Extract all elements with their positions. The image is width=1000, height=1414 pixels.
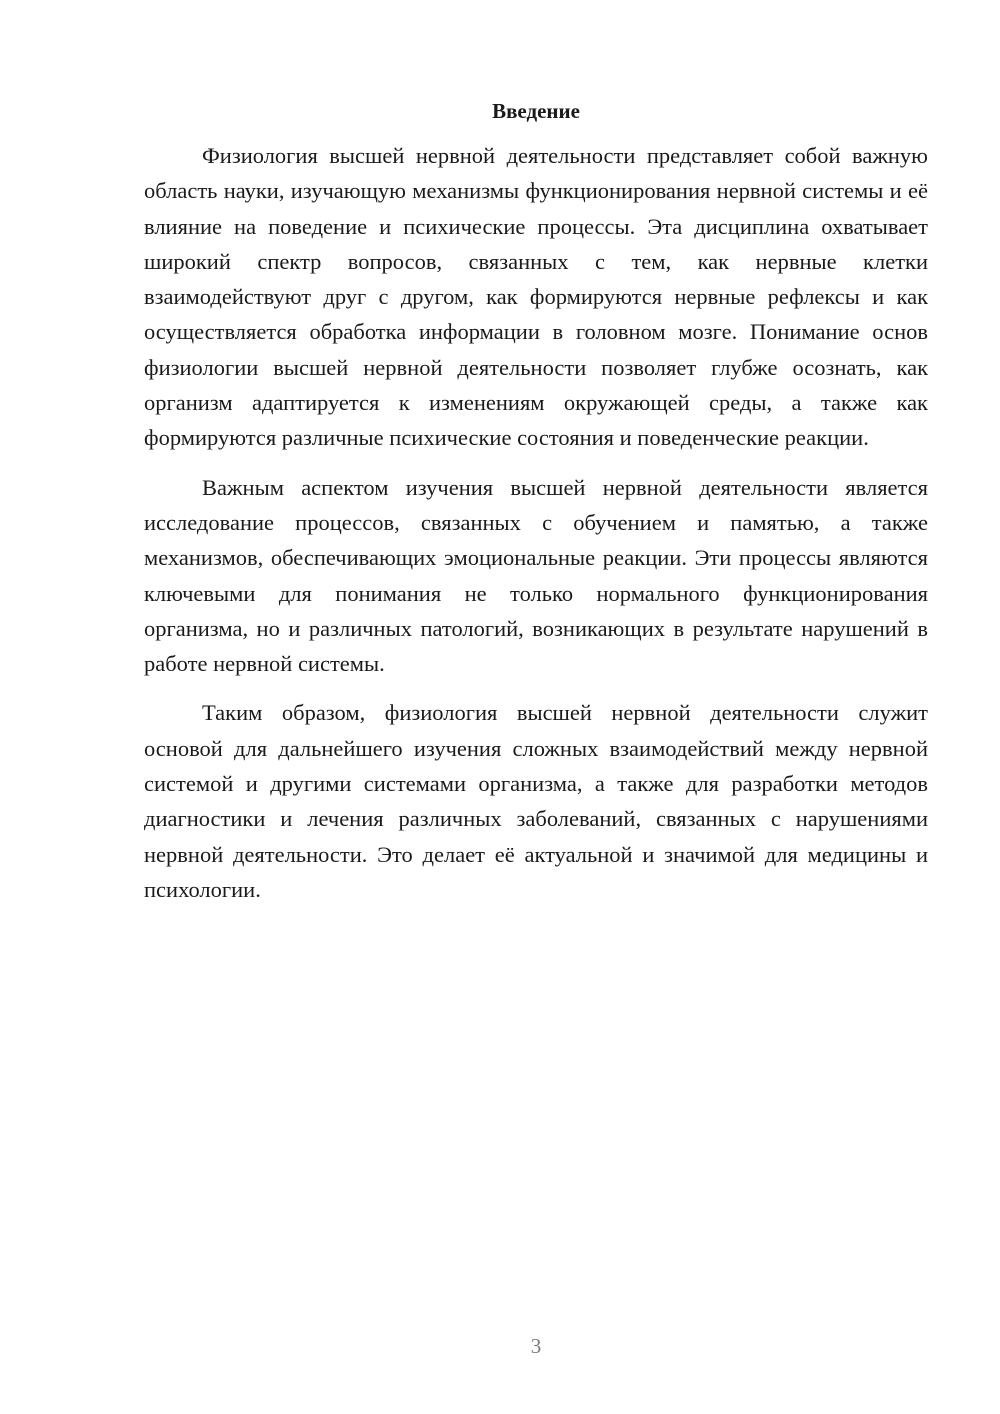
- page-number: 3: [530, 1334, 542, 1358]
- paragraph-2: Важным аспектом изучения высшей нервной деятельности является исследование процессов, связанных с обучением и памятью, а также механизмов, обеспечивающих эмоциональные реакции. Эти процессы являются ключевыми для понимания не только нормального функционирования организма, но и различных патологий, возникающих в результате нарушений в работе нервной системы.: [144, 474, 928, 677]
- section-title: Введение: [492, 99, 580, 123]
- paragraph-1: Физиология высшей нервной деятельности представляет собой важную область науки, изучающую механизмы функционирования нервной системы и её влияние на поведение и психические процессы. Эта дисциплина охватывает широкий спектр вопросов, связанных с тем, как нервные клетки взаимодействуют друг с другом, как формируются нервные рефлексы и как осуществляется обработка информации в головном мозге. Понимание основ физиологии высшей нервной деятельности позволяет глубже осознать, как организм адаптируется к изменениям окружающей среды, а также как формируются различные психические состояния и поведенческие реакции.: [144, 143, 928, 451]
- page-content: [144, 96, 928, 921]
- paragraph-3: Таким образом, физиология высшей нервной деятельности служит основой для дальнейшего изучения сложных взаимодействий между нервной системой и другими системами организма, а также для разработки методов диагностики и лечения различных заболеваний, связанных с нарушениями нервной деятельности. Это делает её актуальной и значимой для медицины и психологии.: [144, 700, 928, 902]
